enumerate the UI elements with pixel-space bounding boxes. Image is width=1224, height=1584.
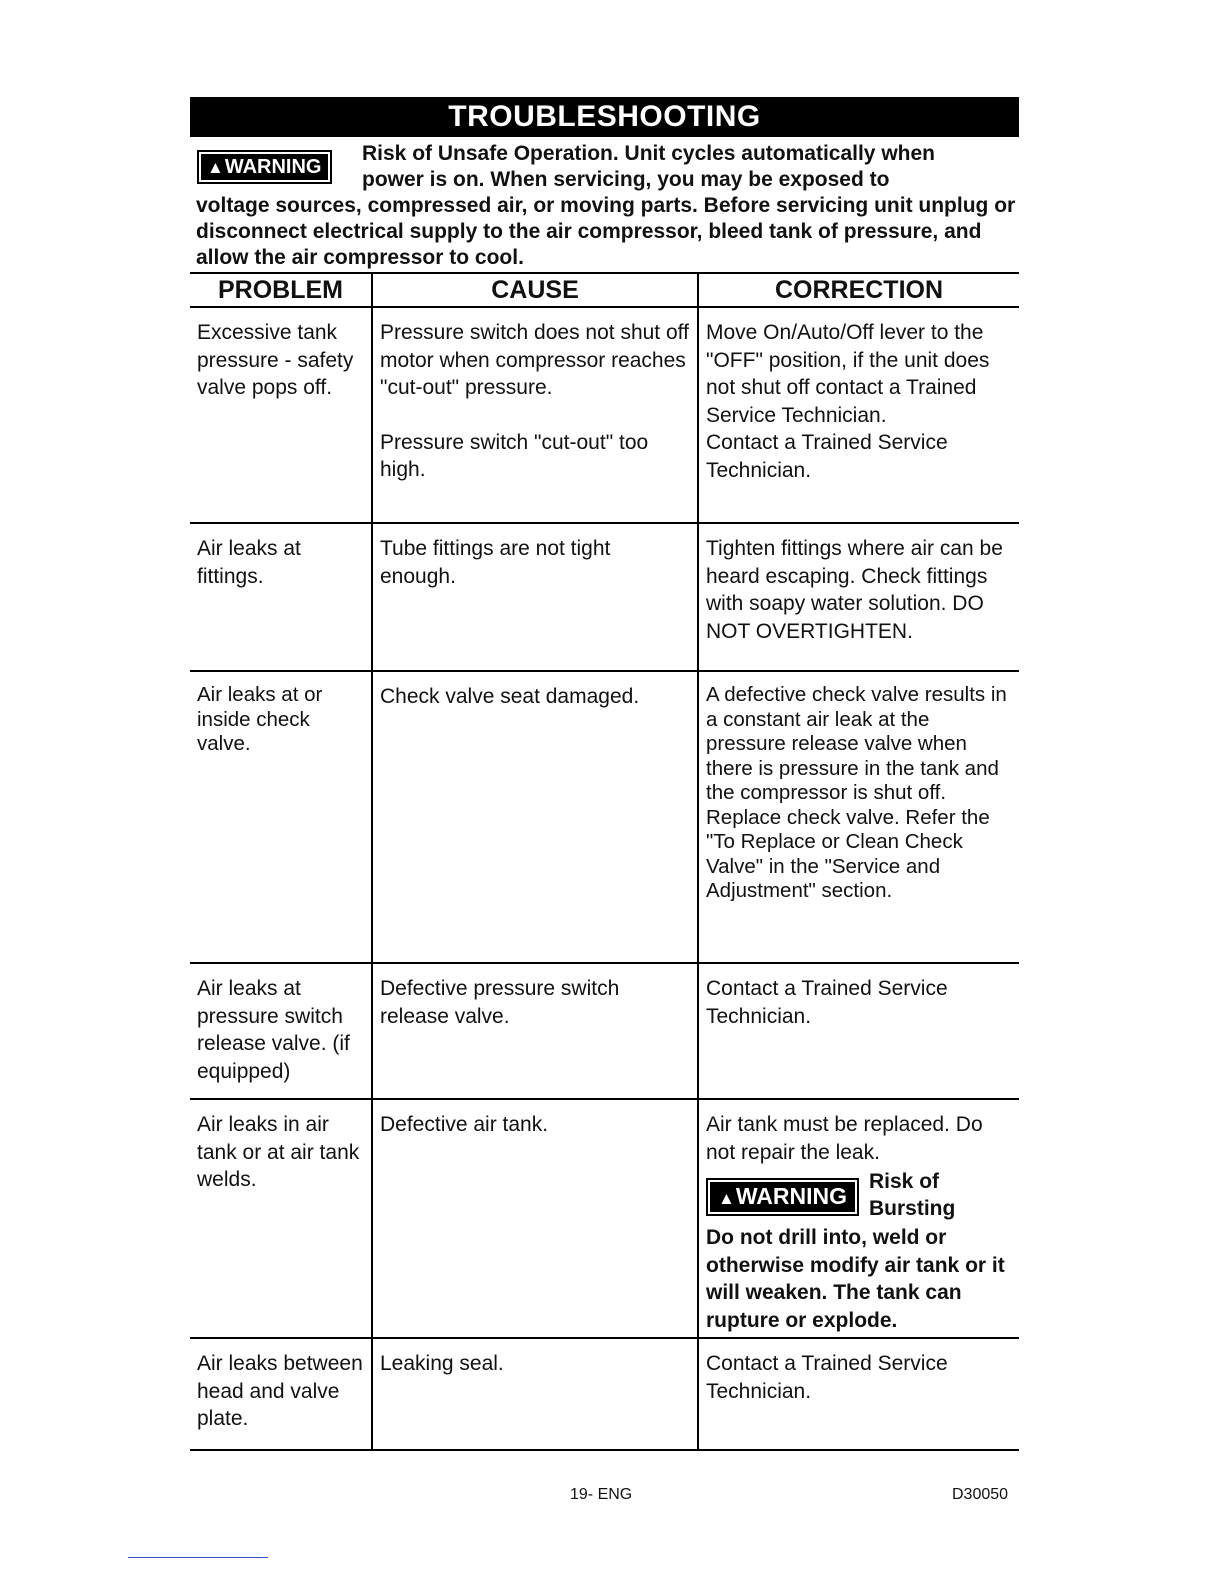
troubleshooting-table	[190, 272, 1019, 1451]
cause-cell: Leaking seal.	[380, 1352, 504, 1375]
cause-cell: Tube fittings are not tight enough.	[380, 537, 611, 588]
problem-cell: Excessive tank pressure - safety valve pops off.	[197, 321, 354, 399]
troubleshooting-page	[190, 97, 1019, 1451]
table-row	[190, 1099, 1019, 1338]
section-title: TROUBLESHOOTING	[190, 97, 1019, 137]
table-row	[190, 963, 1019, 1099]
cause-cell: Defective pressure switch release valve.	[380, 977, 620, 1028]
warning-badge: ▲WARNING	[706, 1178, 859, 1216]
bursting-warning-text: Do not drill into, weld or otherwise modify air tank or it will weaken. The tank can rupture or explode.	[706, 1226, 1005, 1332]
problem-cell: Air leaks in air tank or at air tank welds.	[197, 1113, 360, 1191]
warning-line-2: power is on. When servicing, you may be exposed to	[362, 168, 890, 191]
warning-triangle-icon: ▲	[207, 158, 224, 177]
problem-cell: Air leaks at or inside check valve.	[197, 683, 323, 755]
table-row	[190, 307, 1019, 523]
warning-line-1: Risk of Unsafe Operation. Unit cycles automatically when	[362, 142, 935, 165]
correction-cell: Contact a Trained Service Technician.	[706, 1352, 948, 1403]
safety-warning	[190, 141, 1019, 271]
cause-cell: Pressure switch does not shut off motor when compressor reaches "cut-out" pressure. Pressure switch "cut-out" too high.	[380, 321, 689, 481]
table-header-row	[190, 273, 1019, 307]
correction-cell: Contact a Trained Service Technician.	[706, 977, 948, 1028]
header-correction: CORRECTION	[698, 273, 1019, 307]
correction-cell: A defective check valve results in a constant air leak at the pressure release valve when there is pressure in the tank and the compressor is shut off. Replace check valve. Refer the "To Replace or Clean Check Valve" in the "Service and Adjustment" section.	[706, 683, 1007, 902]
table-row	[190, 671, 1019, 963]
problem-cell: Air leaks at fittings.	[197, 537, 301, 588]
header-cause: CAUSE	[372, 273, 698, 307]
problem-cell: Air leaks at pressure switch release valve. (if equipped)	[197, 977, 350, 1083]
table-row	[190, 523, 1019, 671]
document-code: D30050	[952, 1486, 1009, 1503]
correction-cell: Air tank must be replaced. Do not repair the leak. ▲WARNING Risk of Bursting Do not drill into, weld or otherwise modify air tank or it will weaken. The tank can rupture or explode.	[700, 1101, 1018, 1336]
problem-cell: Air leaks between head and valve plate.	[197, 1352, 363, 1430]
warning-triangle-icon: ▲	[718, 1189, 735, 1208]
correction-cell: Tighten fittings where air can be heard escaping. Check fittings with soapy water solution. DO NOT OVERTIGHTEN.	[706, 537, 1003, 643]
bursting-warning	[706, 1168, 1012, 1222]
warning-text: voltage sources, compressed air, or moving parts. Before servicing unit unplug or disconnect electrical supply to the air compressor, bleed tank of pressure, and allow the air compressor to cool.	[196, 194, 1016, 269]
footer-rule	[128, 1557, 268, 1558]
cause-cell: Defective air tank.	[380, 1113, 549, 1136]
header-problem: PROBLEM	[190, 273, 372, 307]
page-number: 19- ENG	[570, 1486, 633, 1503]
warning-badge: ▲WARNING	[197, 150, 332, 184]
cause-cell: Check valve seat damaged.	[380, 685, 640, 708]
correction-cell: Move On/Auto/Off lever to the "OFF" position, if the unit does not shut off contact a Trained Service Technician. Contact a Trained Service Technician.	[706, 321, 990, 482]
table-row	[190, 1338, 1019, 1450]
bursting-risk-label: Risk of Bursting	[869, 1170, 956, 1220]
